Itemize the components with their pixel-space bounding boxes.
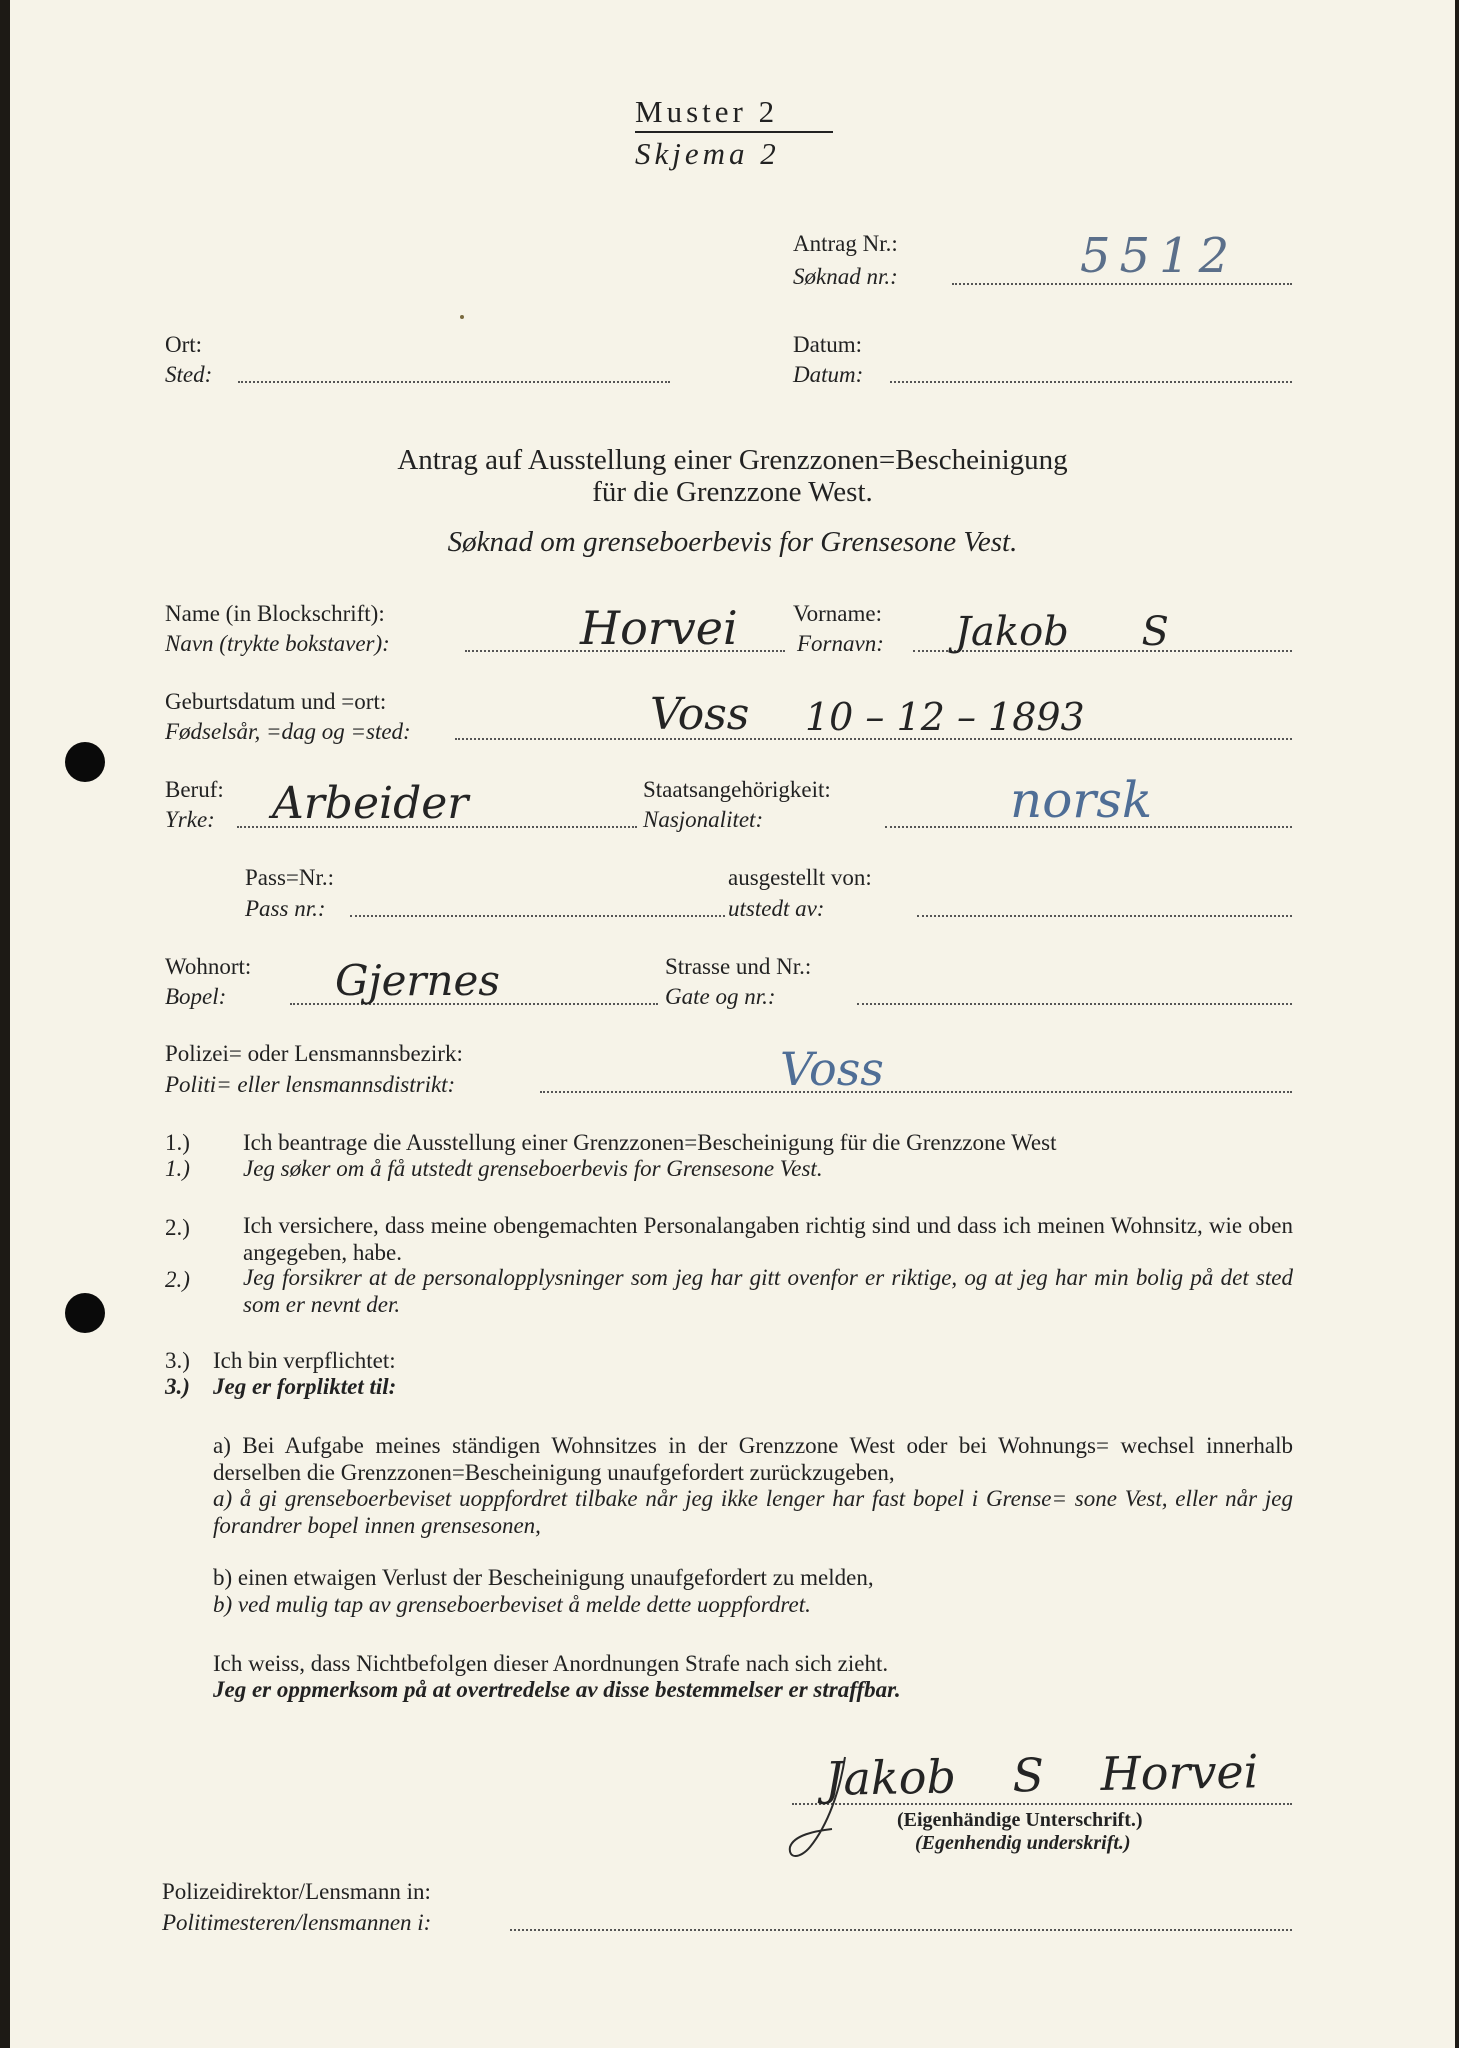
punch-hole xyxy=(65,1293,105,1333)
nasjon-value: norsk xyxy=(1010,771,1153,829)
clause-3-no: Jeg er forpliktet til: xyxy=(213,1374,397,1399)
antrag-nr-label: Antrag Nr.: xyxy=(793,231,898,256)
name-label-no: Navn (trykte bokstaver): xyxy=(165,631,390,656)
clause-3b-de: b) einen etwaigen Verlust der Bescheinigung unaufgefordert zu melden, xyxy=(213,1565,874,1590)
ausgestellt-label-de: ausgestellt von: xyxy=(728,865,872,890)
signature-flourish xyxy=(770,1745,880,1865)
name-value: Horvei xyxy=(580,601,738,655)
strasse-label-de: Strasse und Nr.: xyxy=(665,954,812,979)
footer-label-no: Politimesteren/lensmannen i: xyxy=(162,1910,432,1935)
staats-label-de: Staatsangehörigkeit: xyxy=(643,777,831,802)
warning-de: Ich weiss, dass Nichtbefolgen dieser Anordnungen Strafe nach sich zieht. xyxy=(213,1651,889,1676)
fodsel-date: 10 – 12 – 1893 xyxy=(805,695,1085,739)
bopel-value: Gjernes xyxy=(335,956,500,1005)
clause-3-number-de: 3.) xyxy=(165,1348,190,1373)
ort-label: Ort: xyxy=(165,332,203,357)
clause-1-number-de: 1.) xyxy=(165,1130,190,1155)
clause-1-no: Jeg søker om å få utstedt grenseboerbevis for Grensesone Vest. xyxy=(243,1156,823,1181)
signature-label-de: (Eigenhändige Unterschrift.) xyxy=(897,1809,1143,1831)
clause-2-number-de: 2.) xyxy=(165,1215,190,1240)
pass-label-de: Pass=Nr.: xyxy=(245,865,335,890)
beruf-label-de: Beruf: xyxy=(165,777,224,802)
clause-3-de: Ich bin verpflichtet: xyxy=(213,1348,396,1373)
warning-no: Jeg er oppmerksom på at overtredelse av disse bestemmelser er straffbar. xyxy=(213,1677,901,1702)
fodsel-label-no: Fødselsår, =dag og =sted: xyxy=(165,719,411,744)
form-number-de: Muster 2 xyxy=(635,94,779,129)
clause-2-no: Jeg forsikrer at de personalopplysninger som jeg har gitt ovenfor er riktige, og at jeg har min bolig på det sted som er nevnt der. xyxy=(243,1265,1293,1317)
footer-label-de: Polizeidirektor/Lensmann in: xyxy=(162,1879,431,1904)
geburt-label-de: Geburtsdatum und =ort: xyxy=(165,689,387,714)
datum-no-label: Datum: xyxy=(793,362,864,387)
clause-1-number-no: 1.) xyxy=(165,1156,190,1181)
pass-label-no: Pass nr.: xyxy=(245,896,326,921)
gate-label-no: Gate og nr.: xyxy=(665,984,776,1009)
clause-1-de: Ich beantrage die Ausstellung einer Grenzzonen=Bescheinigung für die Grenzzone West xyxy=(243,1130,1057,1155)
nasjon-label-no: Nasjonalitet: xyxy=(643,807,764,832)
politi-value: Voss xyxy=(780,1042,884,1096)
footer-field[interactable] xyxy=(510,1929,1292,1931)
clause-3a-de: a) Bei Aufgabe meines ständigen Wohnsitzes in der Grenzzone West oder bei Wohnungs= wechsel innerhalb derselben die Grenzzonen=Bescheinigung unaufgefordert zurückzugeben, xyxy=(213,1433,1293,1485)
soknad-nr-value: 5512 xyxy=(1080,228,1239,284)
sted-label: Sted: xyxy=(165,362,213,387)
name-label-de: Name (in Blockschrift): xyxy=(165,601,385,626)
clause-3-number-no: 3.) xyxy=(165,1374,190,1399)
clause-3a-no: a) å gi grenseboerbeviset uoppfordret tilbake når jeg ikke lenger har fast bopel i Grense= sone Vest, eller når jeg forandrer bopel innen grensesonen, xyxy=(213,1486,1293,1538)
gate-field[interactable] xyxy=(857,1003,1292,1005)
fodsel-place: Voss xyxy=(650,689,750,740)
bopel-label-no: Bopel: xyxy=(165,984,227,1009)
utstedt-field[interactable] xyxy=(917,915,1292,917)
vorname-label-de: Vorname: xyxy=(793,601,883,626)
form-number-no: Skjema 2 xyxy=(635,136,780,171)
politi-field[interactable] xyxy=(540,1091,1292,1093)
fornavn-label-no: Fornavn: xyxy=(797,631,884,656)
datum-de-label: Datum: xyxy=(793,332,862,357)
fornavn-value: Jakob S xyxy=(955,609,1169,655)
paper-speck xyxy=(460,315,464,319)
polizei-label-de: Polizei= oder Lensmannsbezirk: xyxy=(165,1041,463,1066)
signature-label-no: (Egenhendig underskrift.) xyxy=(915,1832,1131,1854)
form-title-de-2: für die Grenzzone West. xyxy=(592,476,873,508)
form-title-de: Antrag auf Ausstellung einer Grenzzonen=Bescheinigung xyxy=(397,444,1068,476)
punch-hole xyxy=(65,742,105,782)
politi-label-no: Politi= eller lensmannsdistrikt: xyxy=(165,1072,456,1097)
datum-field[interactable] xyxy=(890,381,1292,383)
wohnort-label-de: Wohnort: xyxy=(165,954,252,979)
form-title-no: Søknad om grenseboerbevis for Grensesone Vest. xyxy=(447,526,1018,558)
yrke-label-no: Yrke: xyxy=(165,807,215,832)
pass-field[interactable] xyxy=(350,915,725,917)
signature-value: Jakob S Horvei xyxy=(824,1744,1259,1806)
header-divider xyxy=(635,131,833,133)
yrke-value: Arbeider xyxy=(272,778,469,829)
form-page xyxy=(10,0,1455,2048)
sted-field[interactable] xyxy=(238,381,670,383)
soknad-nr-label: Søknad nr.: xyxy=(793,264,898,289)
clause-2-number-no: 2.) xyxy=(165,1267,190,1292)
utstedt-label-no: utstedt av: xyxy=(728,896,825,921)
clause-2-de: Ich versichere, dass meine obengemachten Personalangaben richtig sind und dass ich meinen Wohnsitz, wie oben angegeben, habe. xyxy=(243,1213,1293,1265)
clause-3b-no: b) ved mulig tap av grenseboerbeviset å melde dette uoppfordret. xyxy=(213,1592,811,1617)
